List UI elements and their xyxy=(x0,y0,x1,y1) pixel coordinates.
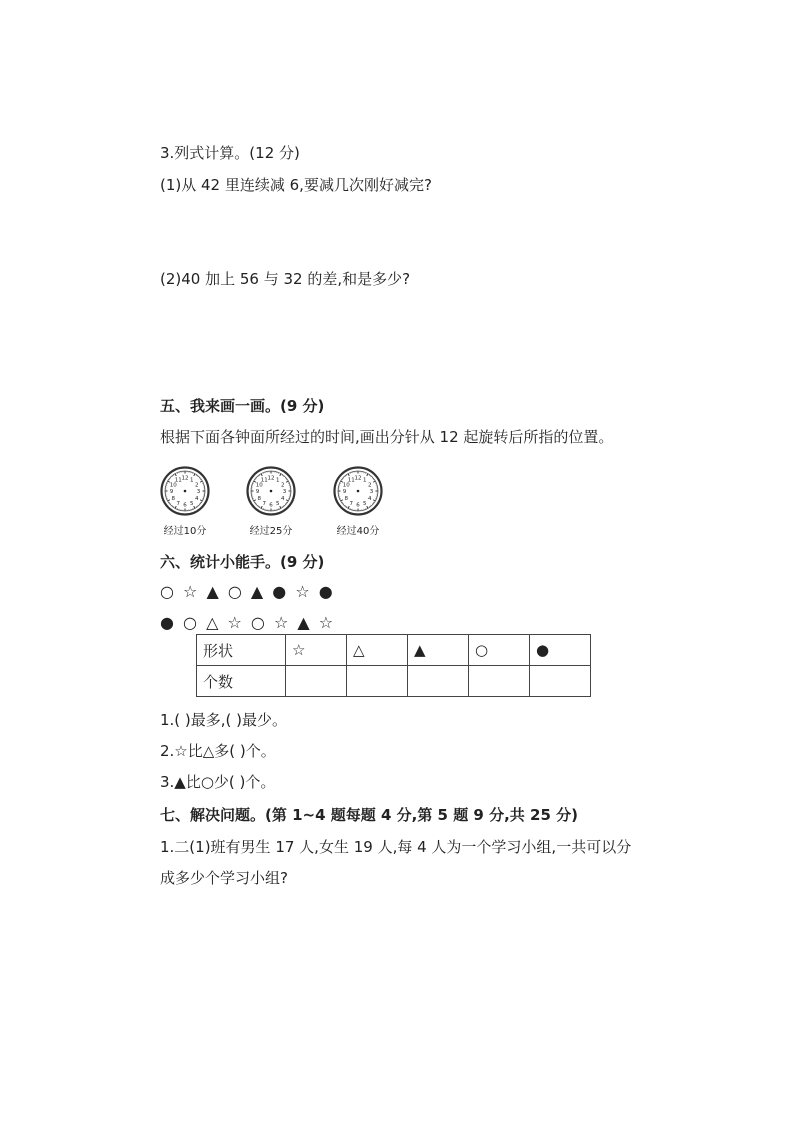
count-cell[interactable] xyxy=(347,666,408,697)
clock-number: 12 xyxy=(181,475,189,482)
clock-number: 7 xyxy=(349,500,353,507)
clock-number: 9 xyxy=(255,489,260,496)
clock-1[interactable] xyxy=(155,466,215,537)
clock-number: 12 xyxy=(354,475,362,482)
clock-center-dot xyxy=(270,490,273,493)
symbol-cell: ☆ xyxy=(286,635,347,666)
clock-center-dot xyxy=(184,490,187,493)
clock-3[interactable] xyxy=(328,466,388,537)
q3-2-text: (2)40 加上 56 与 32 的差,和是多少? xyxy=(160,270,411,288)
section5-title: 五、我来画一画。(9 分) xyxy=(160,397,325,415)
clock-number: 11 xyxy=(174,477,182,484)
clock-number: 2 xyxy=(194,482,199,489)
clock-number: 5 xyxy=(190,500,194,507)
clock-number: 1 xyxy=(190,477,194,484)
clock-number: 10 xyxy=(342,482,350,489)
count-cell[interactable] xyxy=(286,666,347,697)
clock-number: 10 xyxy=(255,482,263,489)
clock-number: 10 xyxy=(169,482,177,489)
symbol-cell: ▲ xyxy=(408,635,469,666)
clock-number: 8 xyxy=(171,495,176,502)
clock-number: 5 xyxy=(363,500,367,507)
header-cell: 个数 xyxy=(197,666,286,697)
symbol-cell: ○ xyxy=(469,635,530,666)
table-row xyxy=(197,635,591,666)
clock-number: 4 xyxy=(367,495,372,502)
clock-number: 5 xyxy=(276,500,280,507)
clock-number: 4 xyxy=(194,495,199,502)
clock-number: 11 xyxy=(260,477,268,484)
clock-number: 6 xyxy=(269,502,273,509)
symbol-cell: ● xyxy=(530,635,591,666)
stats-table xyxy=(196,634,591,697)
clock-number: 9 xyxy=(169,489,174,496)
clock-face xyxy=(246,466,296,516)
clock-face xyxy=(160,466,210,516)
clock-number: 3 xyxy=(369,489,374,496)
clock-number: 8 xyxy=(344,495,349,502)
clock-number: 3 xyxy=(196,489,201,496)
q3-title: 3.列式计算。(12 分) xyxy=(160,144,300,162)
clock-number: 8 xyxy=(257,495,262,502)
count-cell[interactable] xyxy=(408,666,469,697)
clock-number: 7 xyxy=(262,500,266,507)
section6-q1: 1.( )最多,( )最少。 xyxy=(160,711,288,729)
section6-title: 六、统计小能手。(9 分) xyxy=(160,553,325,571)
clock-number: 2 xyxy=(367,482,372,489)
clock-number: 6 xyxy=(356,502,360,509)
clock-number: 11 xyxy=(347,477,355,484)
section7-q1-line1: 1.二(1)班有男生 17 人,女生 19 人,每 4 人为一个学习小组,一共可以分 xyxy=(160,838,632,856)
section5-instruction: 根据下面各钟面所经过的时间,画出分针从 12 起旋转后所指的位置。 xyxy=(160,428,614,446)
clock-number: 12 xyxy=(267,475,275,482)
clock-number: 6 xyxy=(183,502,187,509)
clock-number: 3 xyxy=(282,489,287,496)
count-cell[interactable] xyxy=(469,666,530,697)
clock-number: 4 xyxy=(280,495,285,502)
clock-caption: 经过25分 xyxy=(249,526,293,537)
clock-caption: 经过40分 xyxy=(336,526,380,537)
clock-number: 2 xyxy=(280,482,285,489)
section6-q3: 3.▲比○少( )个。 xyxy=(160,773,276,791)
clock-2[interactable] xyxy=(241,466,301,537)
count-cell[interactable] xyxy=(530,666,591,697)
clock-face xyxy=(333,466,383,516)
table-row xyxy=(197,666,591,697)
q3-1-text: (1)从 42 里连续减 6,要减几次刚好减完? xyxy=(160,176,432,194)
header-cell: 形状 xyxy=(197,635,286,666)
shapes-row-2: ● ○ △ ☆ ○ ☆ ▲ ☆ xyxy=(160,613,336,632)
clock-center-dot xyxy=(357,490,360,493)
clock-caption: 经过10分 xyxy=(163,526,207,537)
symbol-cell: △ xyxy=(347,635,408,666)
section7-title: 七、解决问题。(第 1~4 题每题 4 分,第 5 题 9 分,共 25 分) xyxy=(160,806,578,824)
clock-number: 9 xyxy=(342,489,347,496)
clock-number: 7 xyxy=(176,500,180,507)
clock-number: 1 xyxy=(363,477,367,484)
section6-q2: 2.☆比△多( )个。 xyxy=(160,742,276,760)
section7-q1-line2: 成多少个学习小组? xyxy=(160,869,288,887)
shapes-row-1: ○ ☆ ▲ ○ ▲ ● ☆ ● xyxy=(160,582,335,601)
clock-number: 1 xyxy=(276,477,280,484)
